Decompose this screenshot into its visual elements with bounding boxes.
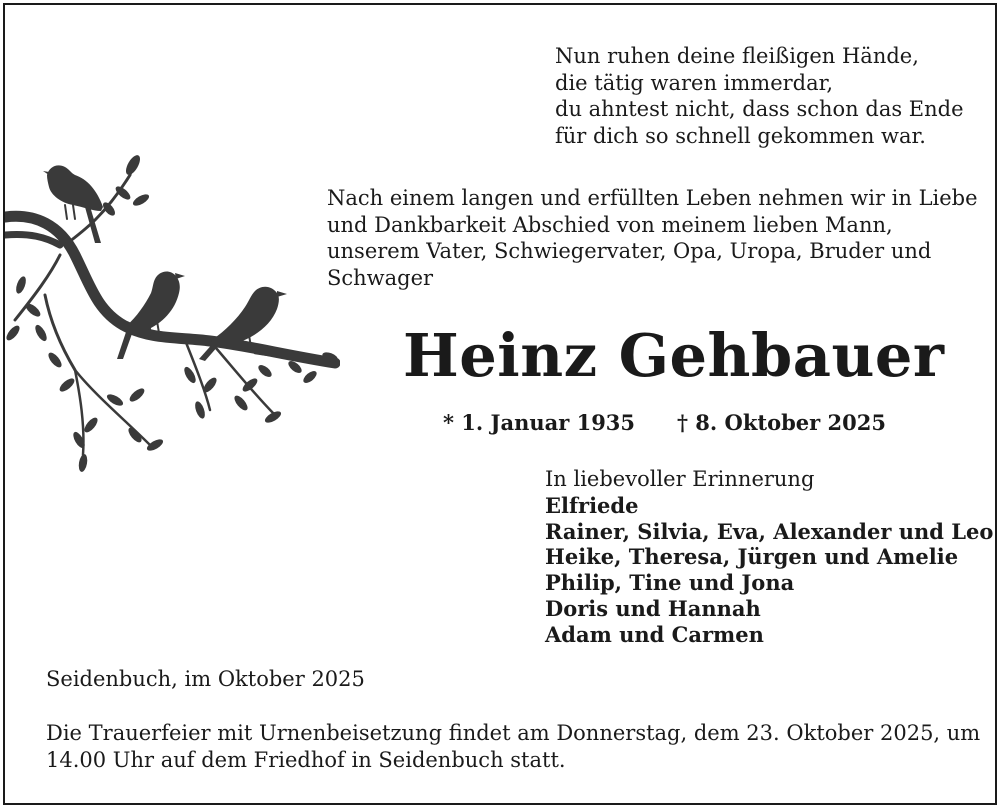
funeral-line: 14.00 Uhr auf dem Friedhof in Seidenbuch statt.: [46, 747, 566, 772]
family-member: Doris und Hannah: [545, 595, 761, 621]
poem-line: für dich so schnell gekommen war.: [555, 123, 926, 148]
family-member: Heike, Theresa, Jürgen und Amelie: [545, 544, 959, 570]
intro-line: und Dankbarkeit Abschied von meinem lieben Mann,: [327, 212, 893, 237]
funeral-line: Die Trauerfeier mit Urnenbeisetzung findet am Donnerstag, dem 23. Oktober 2025, um: [46, 721, 981, 745]
poem-line: Nun ruhen deine fleißigen Hände,: [555, 44, 919, 68]
intro-line: Schwager: [327, 265, 434, 290]
obituary-notice: [3, 3, 997, 805]
family-member: Elfriede: [545, 492, 639, 518]
place-date: Seidenbuch, im Oktober 2025: [46, 667, 365, 691]
birds-on-branch-icon: [5, 145, 340, 475]
family-signature: [545, 467, 993, 648]
poem: [555, 43, 964, 149]
poem-line: die tätig waren immerdar,: [555, 70, 834, 95]
intro-line: unserem Vater, Schwiegervater, Opa, Uropa, Bruder und: [327, 239, 932, 263]
intro-text: [327, 185, 978, 291]
family-heading: In liebevoller Erinnerung: [545, 467, 815, 491]
family-member: Rainer, Silvia, Eva, Alexander und Leo: [545, 518, 994, 544]
family-member: Philip, Tine und Jona: [545, 570, 795, 596]
birth-date: * 1. Januar 1935: [443, 410, 636, 435]
intro-line: Nach einem langen und erfüllten Leben nehmen wir in Liebe: [327, 186, 978, 210]
family-member: Adam und Carmen: [545, 621, 764, 647]
deceased-name: Heinz Gehbauer: [403, 321, 945, 390]
poem-line: du ahntest nicht, dass schon das Ende: [555, 97, 964, 121]
death-date: † 8. Oktober 2025: [677, 410, 886, 435]
funeral-info: [46, 720, 980, 773]
